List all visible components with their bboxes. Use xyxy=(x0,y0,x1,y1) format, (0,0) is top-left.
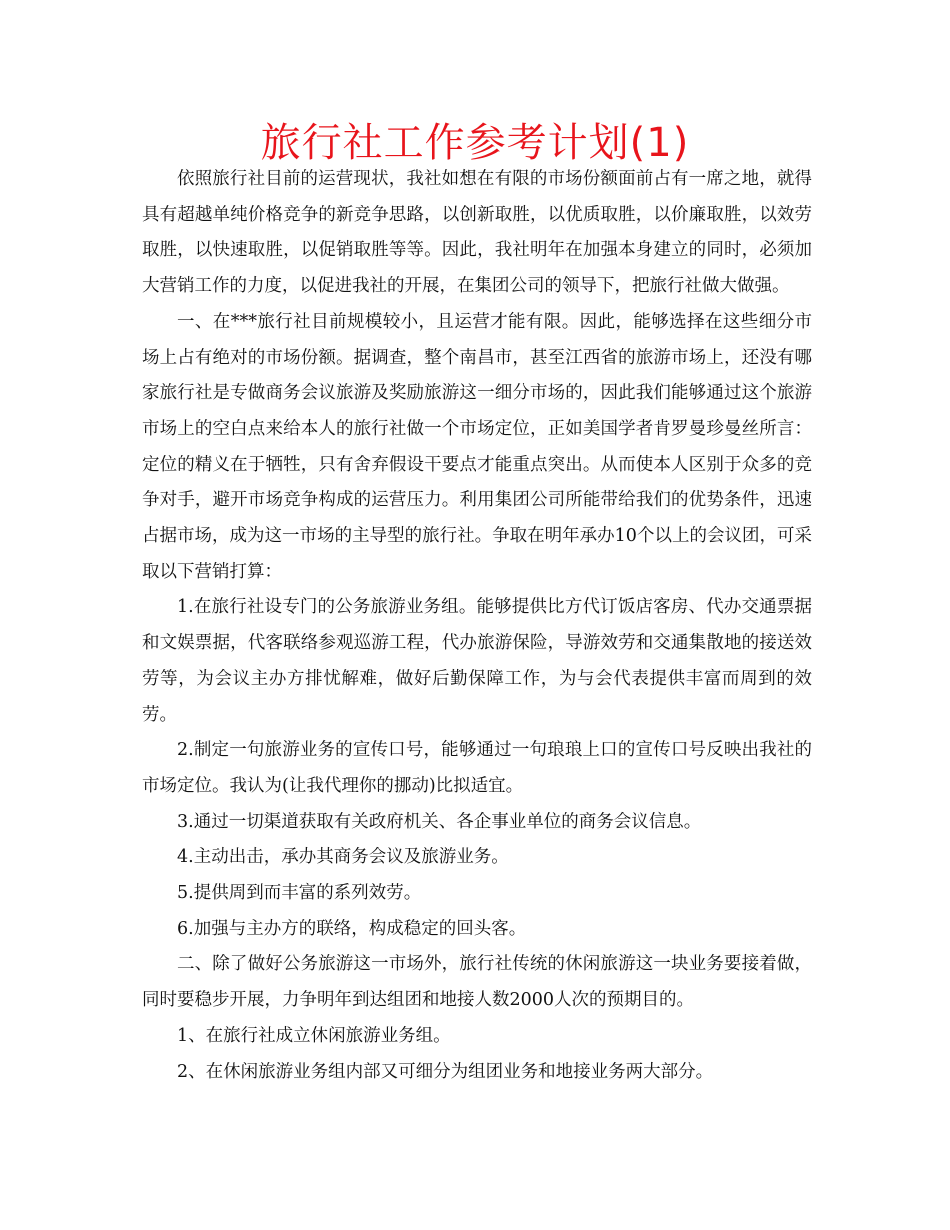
paragraph-item-4: 4.主动出击，承办其商务会议及旅游业务。 xyxy=(177,847,509,868)
document-title: 旅行社工作参考计划(1) xyxy=(260,120,690,166)
paragraph-intro: 依照旅行社目前的运营现状，我社如想在有限的市场份额面前占有一席之地，就得具有超越单纯价格竞争的新竞争思路，以创新取胜，以优质取胜，以价廉取胜，以效劳取胜，以快速取胜，以促销取胜等等。因此，我社明年在加强本身建立的同时，必须加大营销工作的力度，以促进我社的开展，在集团公司的领导下，把旅行社做大做强。 xyxy=(142,169,812,297)
paragraph-section-1: 一、在***旅行社目前规模较小，且运营才能有限。因此，能够选择在这些细分市场上占有绝对的市场份额。据调查，整个南昌市，甚至江西省的旅游市场上，还没有哪家旅行社是专做商务会议旅游及奖励旅游这一细分市场的，因此我们能够通过这个旅游市场上的空白点来给本人的旅行社做一个市场定位，正如美国学者肯罗曼珍曼丝所言：定位的精义在于牺牲，只有舍弃假设干要点才能重点突出。从而使本人区别于众多的竞争对手，避开市场竞争构成的运营压力。利用集团公司所能带给我们的优势条件，迅速占据市场，成为这一市场的主导型的旅行社。争取在明年承办10个以上的会议团，可采取以下营销打算： xyxy=(142,311,812,582)
paragraph-item-3: 3.通过一切渠道获取有关政府机关、各企事业单位的商务会议信息。 xyxy=(177,811,702,832)
document-body xyxy=(142,162,812,1090)
paragraph-item-2: 2.制定一句旅游业务的宣传口号，能够通过一句琅琅上口的宣传口号反映出我社的市场定位。我认为(让我代理你的挪动)比拟适宜。 xyxy=(142,740,812,796)
paragraph-subitem-1: 1、在旅行社成立休闲旅游业务组。 xyxy=(177,1025,451,1046)
paragraph-item-6: 6.加强与主办方的联络，构成稳定的回头客。 xyxy=(177,918,527,939)
paragraph-item-5: 5.提供周到而丰富的系列效劳。 xyxy=(177,883,422,904)
paragraph-subitem-2: 2、在休闲旅游业务组内部又可细分为组团业务和地接业务两大部分。 xyxy=(177,1061,714,1082)
paragraph-section-2: 二、除了做好公务旅游这一市场外，旅行社传统的休闲旅游这一块业务要接着做，同时要稳步开展，力争明年到达组团和地接人数2000人次的预期目的。 xyxy=(142,954,812,1011)
paragraph-item-1: 1.在旅行社设专门的公务旅游业务组。能够提供比方代订饭店客房、代办交通票据和文娱票据，代客联络参观巡游工程，代办旅游保险，导游效劳和交通集散地的接送效劳等，为会议主办方排忧解难，做好后勤保障工作，为与会代表提供丰富而周到的效劳。 xyxy=(142,597,812,725)
